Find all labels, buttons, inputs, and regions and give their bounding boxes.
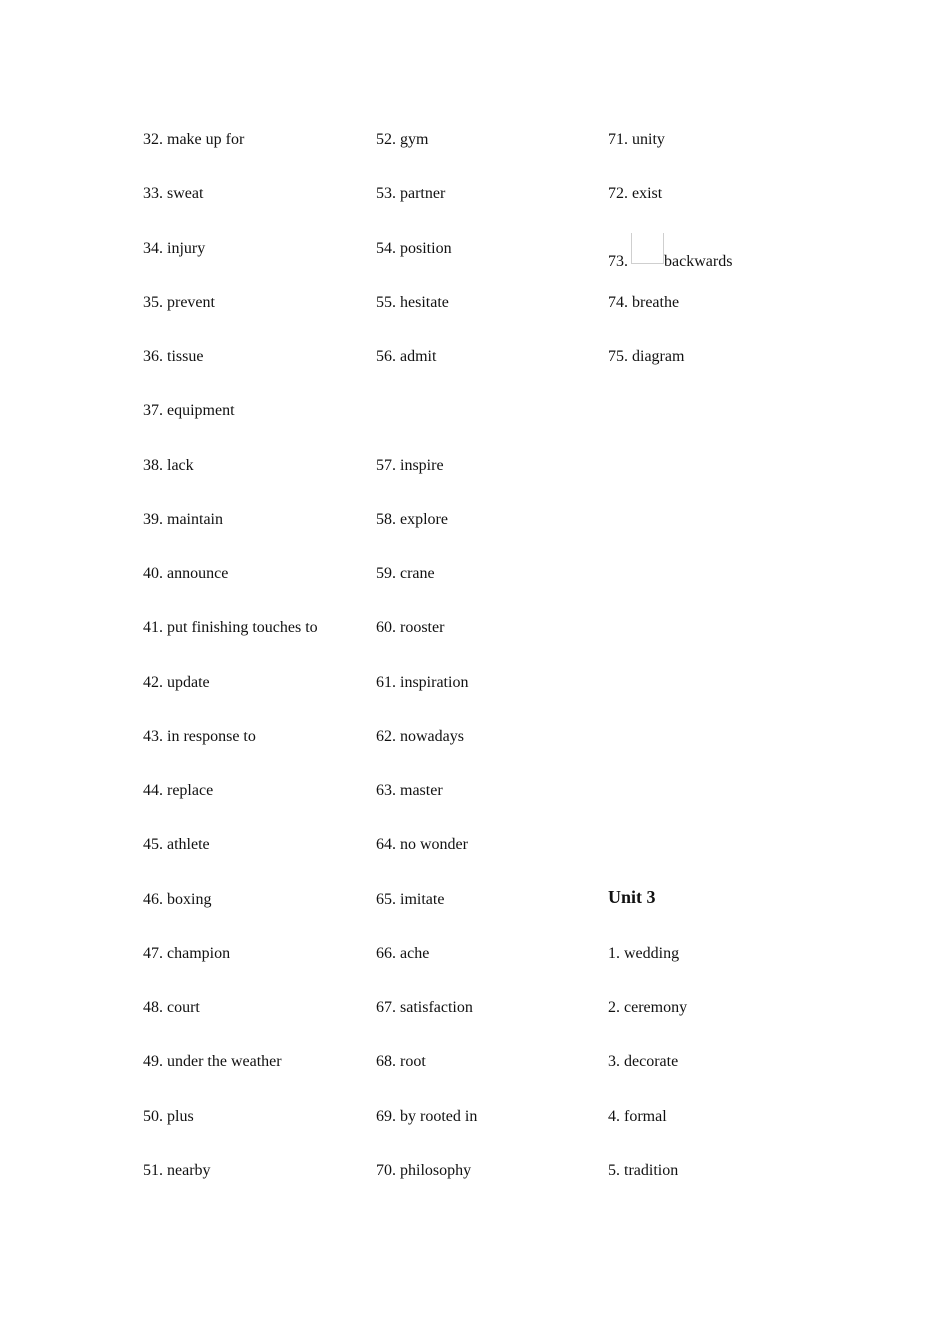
vocab-item: 67. satisfaction bbox=[376, 999, 473, 1016]
vocab-item: 44. replace bbox=[143, 782, 214, 799]
vocab-item: 66. ache bbox=[376, 945, 430, 962]
vocab-item: 51. nearby bbox=[143, 1162, 211, 1179]
unit-heading: Unit 3 bbox=[608, 887, 656, 907]
vocab-item: 56. admit bbox=[376, 348, 437, 365]
vocab-item: 3. decorate bbox=[608, 1053, 679, 1070]
vocab-item: 4. formal bbox=[608, 1108, 667, 1125]
vocab-item: 46. boxing bbox=[143, 891, 212, 908]
vocab-item: 65. imitate bbox=[376, 891, 445, 908]
vocab-item: 37. equipment bbox=[143, 402, 235, 419]
vocab-item: 64. no wonder bbox=[376, 836, 468, 853]
vocab-item: 62. nowadays bbox=[376, 728, 464, 745]
vocab-item: 57. inspire bbox=[376, 457, 444, 474]
vocab-item: 39. maintain bbox=[143, 511, 223, 528]
vocab-item: 59. crane bbox=[376, 565, 435, 582]
vocab-item: 58. explore bbox=[376, 511, 448, 528]
vocab-item: 32. make up for bbox=[143, 131, 245, 148]
vocab-item: 42. update bbox=[143, 674, 210, 691]
vocab-item: 69. by rooted in bbox=[376, 1108, 478, 1125]
vocab-item: 40. announce bbox=[143, 565, 229, 582]
vocab-item: 2. ceremony bbox=[608, 999, 688, 1016]
vocab-item: 49. under the weather bbox=[143, 1053, 282, 1070]
vocab-item: 54. position bbox=[376, 240, 452, 257]
item-word: backwards bbox=[664, 253, 733, 270]
vocab-item: 33. sweat bbox=[143, 185, 204, 202]
item-number: 73. bbox=[608, 253, 628, 270]
vocab-item: 36. tissue bbox=[143, 348, 204, 365]
vocab-item: 1. wedding bbox=[608, 945, 680, 962]
vocab-item: 5. tradition bbox=[608, 1162, 679, 1179]
vocab-item: 63. master bbox=[376, 782, 443, 799]
vocab-item: 55. hesitate bbox=[376, 294, 449, 311]
vocab-item-73 bbox=[608, 239, 732, 272]
vocab-item: 52. gym bbox=[376, 131, 429, 148]
vocab-item: 38. lack bbox=[143, 457, 194, 474]
vocab-item: 71. unity bbox=[608, 131, 665, 148]
vocab-item: 61. inspiration bbox=[376, 674, 469, 691]
vocab-item: 41. put finishing touches to bbox=[143, 619, 318, 636]
vocab-item: 47. champion bbox=[143, 945, 231, 962]
vocab-item: 70. philosophy bbox=[376, 1162, 472, 1179]
vocab-item: 60. rooster bbox=[376, 619, 445, 636]
vocab-item: 75. diagram bbox=[608, 348, 685, 365]
blank-frame bbox=[631, 233, 664, 264]
vocab-item: 72. exist bbox=[608, 185, 663, 202]
vocab-item: 34. injury bbox=[143, 240, 206, 257]
vocab-item: 45. athlete bbox=[143, 836, 210, 853]
vocab-item: 74. breathe bbox=[608, 294, 680, 311]
vocab-item: 68. root bbox=[376, 1053, 426, 1070]
vocab-item: 43. in response to bbox=[143, 728, 256, 745]
vocab-item: 48. court bbox=[143, 999, 200, 1016]
vocab-item: 50. plus bbox=[143, 1108, 194, 1125]
vocab-item: 53. partner bbox=[376, 185, 446, 202]
vocab-item: 35. prevent bbox=[143, 294, 215, 311]
